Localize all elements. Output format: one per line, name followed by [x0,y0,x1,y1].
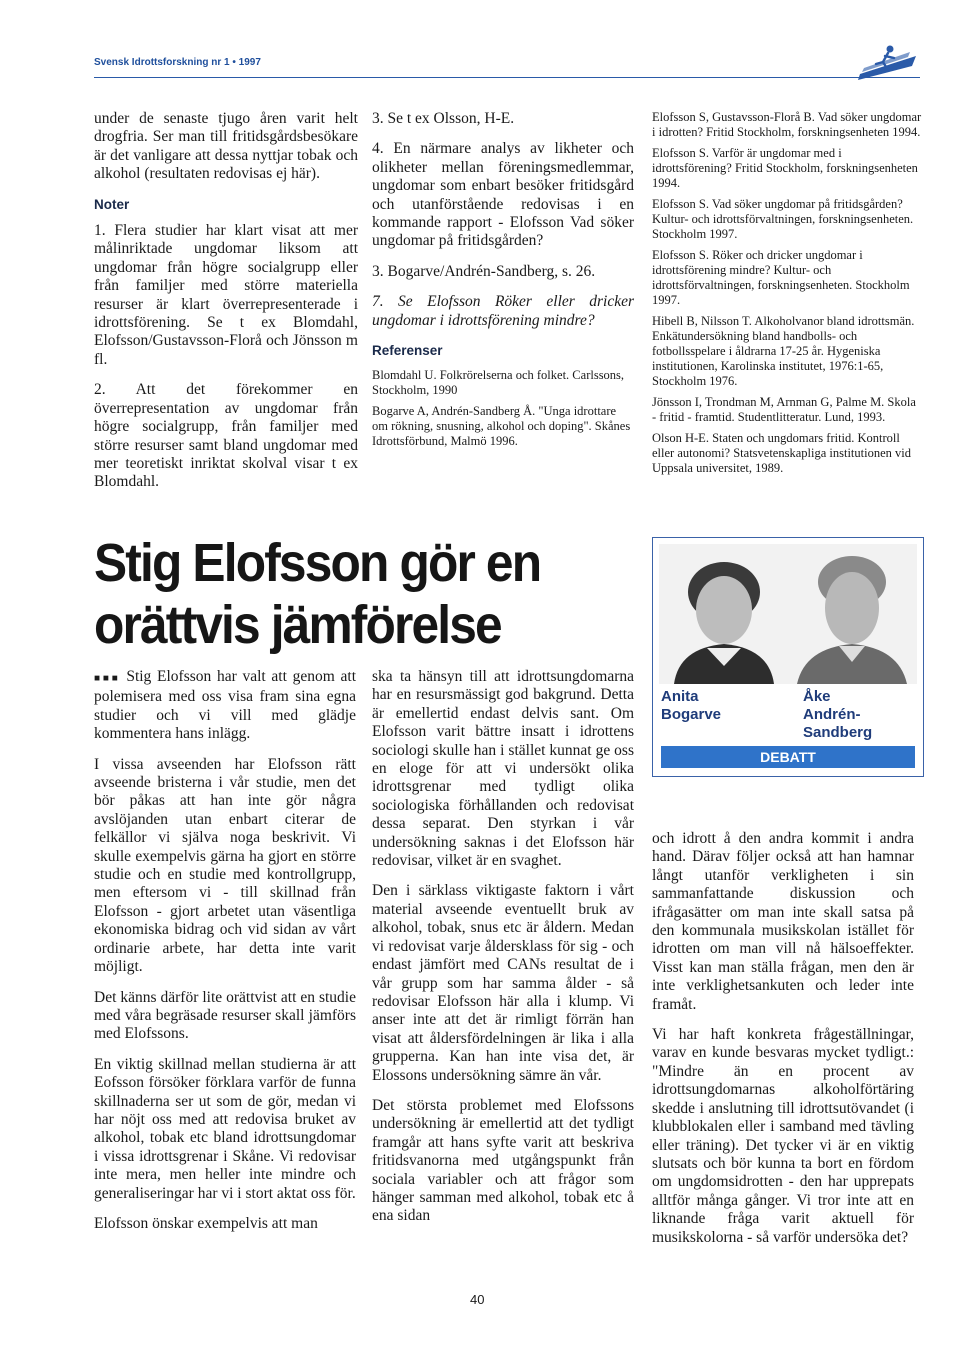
article-paragraph: Det största problemet med Elofssons undersökning är emellertid att det tydligt framgår att hans syfte varit att beskriva fritidsvanorna med utgångspunkt från sociala variabler och att frågor som hänger samman med alkohol, tobak etc å ena sidan [372,1096,634,1225]
article-headline [94,532,609,656]
author-name-anita: Anita Bogarve [661,688,722,723]
reference-item: Elofsson S. Varför är ungdomar med i idrottsförening? Fritid Stockholm, forskningsenheten 1994. [652,146,918,190]
author-photo-box [652,537,924,777]
article-paragraph: Vi har haft konkreta frågeställningar, varav en kunde besvaras mycket tydligt.: "Mindre än en procent av idrottsungdomarnas alkoholförtäring skedde i anslutning till idrottsutövandet (i klubblokalen eller i samband med tävling eller träning). Det tycker vi är en viktig slutsats och bör kunna ta bort en fördom om ungdomsidrotten - den har upprepats alltför många gånger. Vi tror inte att en liknande fråga varit aktuell för musikskolorna - så varför undersöka det? [652,1026,914,1246]
reference-item: Jönsson I, Trondman M, Arnman G, Palme M. Skola - fritid - framtid. Studentlitteratur. Lund, 1993. [652,395,916,424]
note-2: 2. Att det förekommer en överrepresentation av ungdomar från högre socialgrupp, från familjer med större resurser samt bland ungdomar med mer teoretiskt inriktat skolval visar t ex Blomdahl. [94,381,358,491]
article-paragraph: Det känns därför lite orättvist att en studie med våra begräsade resurser skall jämförs med Elofssons. [94,988,356,1043]
note-3: 3. Se t ex Olsson, H-E. [372,110,515,127]
reference-item: Blomdahl U. Folkrörelserna och folket. Carlssons, Stockholm, 1990 [372,368,625,398]
author-photo-ake [787,544,917,684]
author-name-ake: Åke Andrén- Sandberg [803,688,873,741]
section-marker-icon: ■■■ [94,673,121,684]
reference-item: Bogarve A, Andrén-Sandberg Å. "Unga idrottare om rökning, snusning, alkohol och doping". Skånes Idrottsförbund, Malmö 1996. [372,404,631,449]
article-column-1 [94,668,356,1245]
intro-paragraph: under de senaste tjugo åren varit helt drogfria. Ser man till fritidsgårdsbesökare är det vanligare att dessa nyttjar tobak och alkohol (resultaten redovisas ej här). [94,110,358,183]
debatt-badge: DEBATT [661,746,915,768]
runner-logo-icon [850,44,920,80]
article-paragraph: och idrott å den andra kommit i andra hand. Därav följer också att han hamnar långt utanför verkligheten i sin sammanfattande diskussion och ifrågasätter om man inte skall satsa på den kommunala musikskolan istället för idrotten om man vill nå hälsoeffekter. Visst kan man ställa frågan, men den är inte verklighetsankuten och leder inte framåt. [652,830,914,1013]
reference-item: Elofsson S. Röker och dricker ungdomar i idrottsförening mindre? Kultur- och idrottsförvaltningen, forskningsenheten. Stockholm 1997. [652,248,910,307]
author-photo-anita [659,544,789,684]
article-paragraph: ■■■ Stig Elofsson har valt att genom att polemisera med oss visa fram sina egna studier och vi vill med glädje kommentera hans inlägg. [94,668,356,743]
references-column [652,110,922,482]
references-heading: Referenser [372,343,443,359]
notes-column-1 [94,110,358,504]
headline-line-2: orättvis jämförelse [94,595,501,655]
article-paragraph: En viktig skillnad mellan studierna är att Eofsson försöker förklara varför de funna skillnaderna ser ut som de gör, medan vi har nöjt oss med att redovisa bruket av alkohol, tobak etc bland idrottsungdomar i vissa idrottsgrenar i Skåne. Vi redovisar inte mera, men heller inte mindre och generaliseringar har vi i stort aktat oss för. [94,1055,356,1202]
journal-title: Svensk Idrottsforskning nr 1 • 1997 [94,57,261,68]
note-1: 1. Flera studier har klart visat att mer målinriktade ungdomar liksom att ungdomar från högre socialgrupp eller från familjer med större materiella resurser är klart överrepresenterade i idrottsförening. Se t ex Blomdahl, Elofsson/Gustavsson-Florå och Jönsson m fl. [94,222,358,368]
article-paragraph: Elofsson önskar exempelvis att man [94,1214,318,1232]
notes-column-2 [372,110,634,455]
page-number: 40 [470,1292,485,1307]
article-column-2 [372,668,634,1238]
reference-item: Elofsson S. Vad söker ungdomar på fritidsgården? Kultur- och idrottsförvaltningen, forskningsenheten. Stockholm 1997. [652,197,914,241]
article-paragraph: ska ta hänsyn till att idrottsungdomarna har en resursmässigt god bakgrund. Detta är emellertid endast delvis sant. Om Elofsson varit bättre insatt i idrottens sociologi skulle han i stället kunnat ge oss en eloge för att vi undersökt olika idrottsgrenar med tydligt olika sociologiska förhållanden och redovisat dessa separat. Den styrkan i vår undersökning saknas i det Elofsson här redovisar, vilket är en svaghet. [372,668,634,870]
note-4: 4. En närmare analys av likheter och olikheter mellan föreningsmedlemmar, ungdomar som enbart besöker fritidsgård och utanförstående redovisas i en kommande rapport - Elofsson Vad söker ungdomar på fritidsgården? [372,140,634,250]
note-7: 7. Se Elofsson Röker eller dricker ungdomar i idrottsförening mindre? [372,293,634,329]
article-column-3 [652,830,914,1259]
reference-item: Elofsson S, Gustavsson-Florå B. Vad söker ungdomar i idrotten? Fritid Stockholm, forskningsenheten 1994. [652,110,922,139]
headline-line-1: Stig Elofsson gör en [94,533,541,593]
article-paragraph: I vissa avseenden har Elofsson rätt avseende bristerna i vår studie, men det bör påkas att han inte gör några avslöjanden utan enbart citerar de felkällor vi själva noga beskrivit. Vi skulle exempelvis gärna ha gjort en större studie och en studie med kontrollgrupp, men eftersom vi - till skillnad från Elofsson - gjort arbetet utan väsentliga ekonomiska bidrag och vid sidan av vårt ordinarie arbete, har detta inte varit möjligt. [94,755,356,976]
reference-item: Hibell B, Nilsson T. Alkoholvanor bland idrottsmän. Enkätundersökning bland handbolls- och fotbollsspelare i åldrarna 17-25 år. Hygeniska institutionen, Karolinska institutet, 1976:1-65, Stockholm 1976. [652,314,915,388]
article-paragraph: Den i särklass viktigaste faktorn i vårt material avseende eventuellt bruk av alkohol, tobak, snus etc är åldern. Medan vi redovisat varje åldersklass för sig - och endast jämfört med CANs resultat de i vår grupp som har samma ålder - så redovisar Elofsson här alla i klump. Vi anser inte att det är rimligt förrän han visat att åldersfördelningen är lika i alla grupperna. Kan han inte visa det, är Elossons undersökning sämre än vår. [372,882,634,1084]
reference-item: Olson H-E. Staten och ungdomars fritid. Kontroll eller autonomi? Statsvetenskapliga institutionen vid Uppsala universitet, 1989. [652,431,911,475]
page-header [94,54,920,78]
note-5: 3. Bogarve/Andrén-Sandberg, s. 26. [372,262,596,280]
notes-heading: Noter [94,196,130,212]
